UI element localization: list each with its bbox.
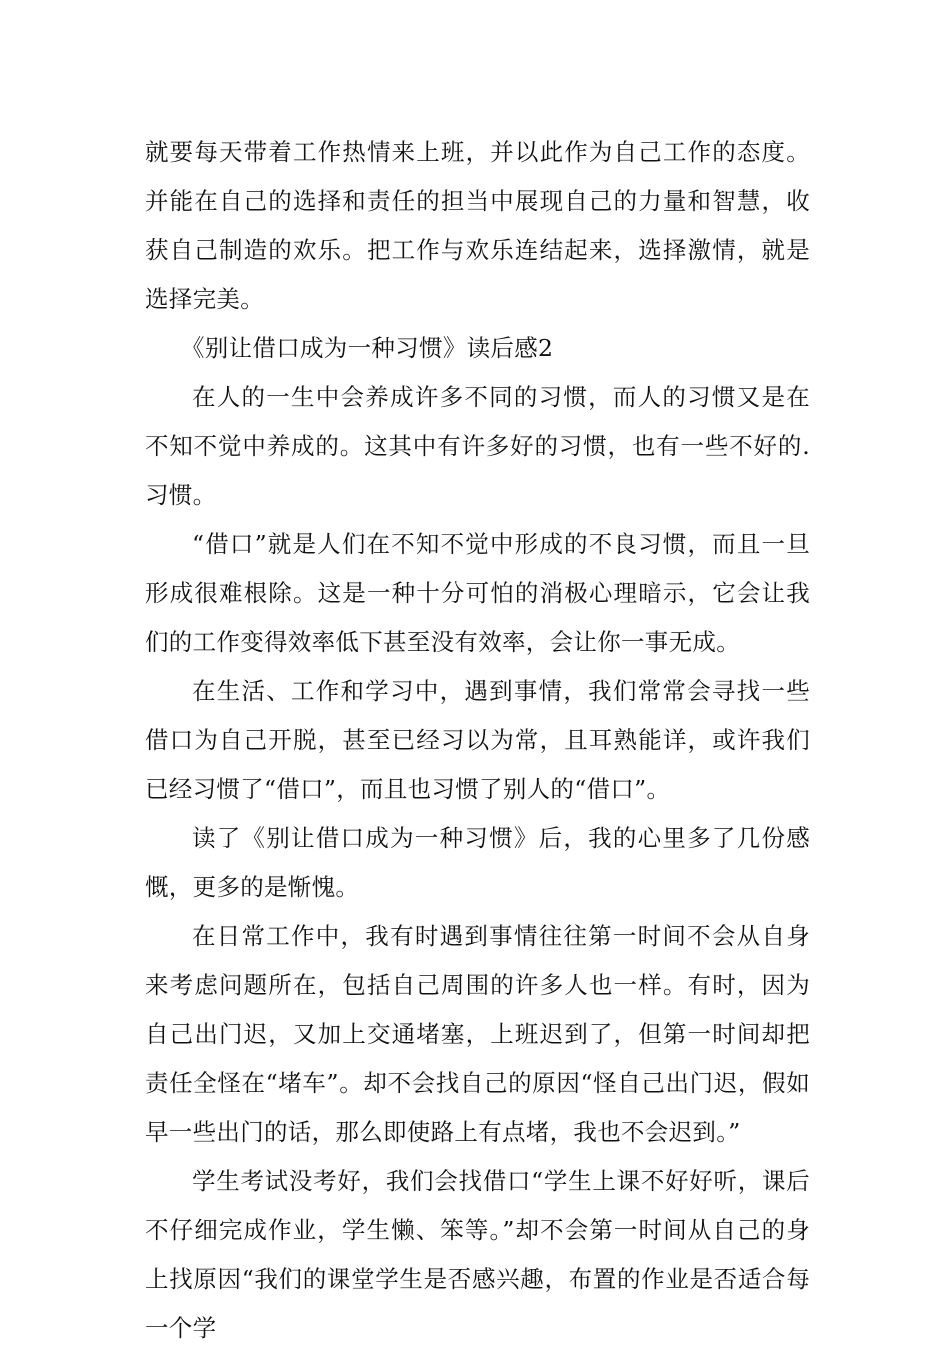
paragraph-work-example: 在日常工作中，我有时遇到事情往往第一时间不会从自身来考虑问题所在，包括自己周围的许多人也一样。有时，因为自己出门迟，又加上交通堵塞，上班迟到了，但第一时间却把责任全怪在“堵车”。却不会找自己的原因“怪自己出门迟，假如早一些出门的话，那么即使路上有点堵，我也不会迟到。”: [145, 922, 810, 1146]
paragraph-daily-excuses: 在生活、工作和学习中，遇到事情，我们常常会寻找一些借口为自己开脱，甚至已经习以为常，且耳熟能详，或许我们已经习惯了“借口”，而且也习惯了别人的“借口”。: [145, 677, 810, 803]
paragraph-reflection: 读了《别让借口成为一种习惯》后，我的心里多了几份感慨，更多的是惭愧。: [145, 824, 810, 901]
paragraph-excuses-definition: “借口”就是人们在不知不觉中形成的不良习惯，而且一旦形成很难根除。这是一种十分可怕的消极心理暗示，它会让我们的工作变得效率低下甚至没有效率，会让你一事无成。: [145, 530, 810, 656]
section-heading: 《别让借口成为一种习惯》读后感2: [181, 334, 554, 362]
paragraph-habits: 在人的一生中会养成许多不同的习惯，而人的习惯又是在不知不觉中养成的。这其中有许多好的习惯，也有一些不好的.习惯。: [145, 383, 810, 509]
document-body: [145, 128, 810, 1353]
paragraph-student-example: 学生考试没考好，我们会找借口“学生上课不好好听，课后不仔细完成作业，学生懒、笨等。”却不会第一时间从自己的身上找原因“我们的课堂学生是否感兴趣，布置的作业是否适合每一个学: [145, 1167, 810, 1342]
paragraph-intro-continuation: 就要每天带着工作热情来上班，并以此作为自己工作的态度。并能在自己的选择和责任的担当中展现自己的力量和智慧，收获自己制造的欢乐。把工作与欢乐连结起来，选择激情，就是选择完美。: [145, 138, 810, 313]
